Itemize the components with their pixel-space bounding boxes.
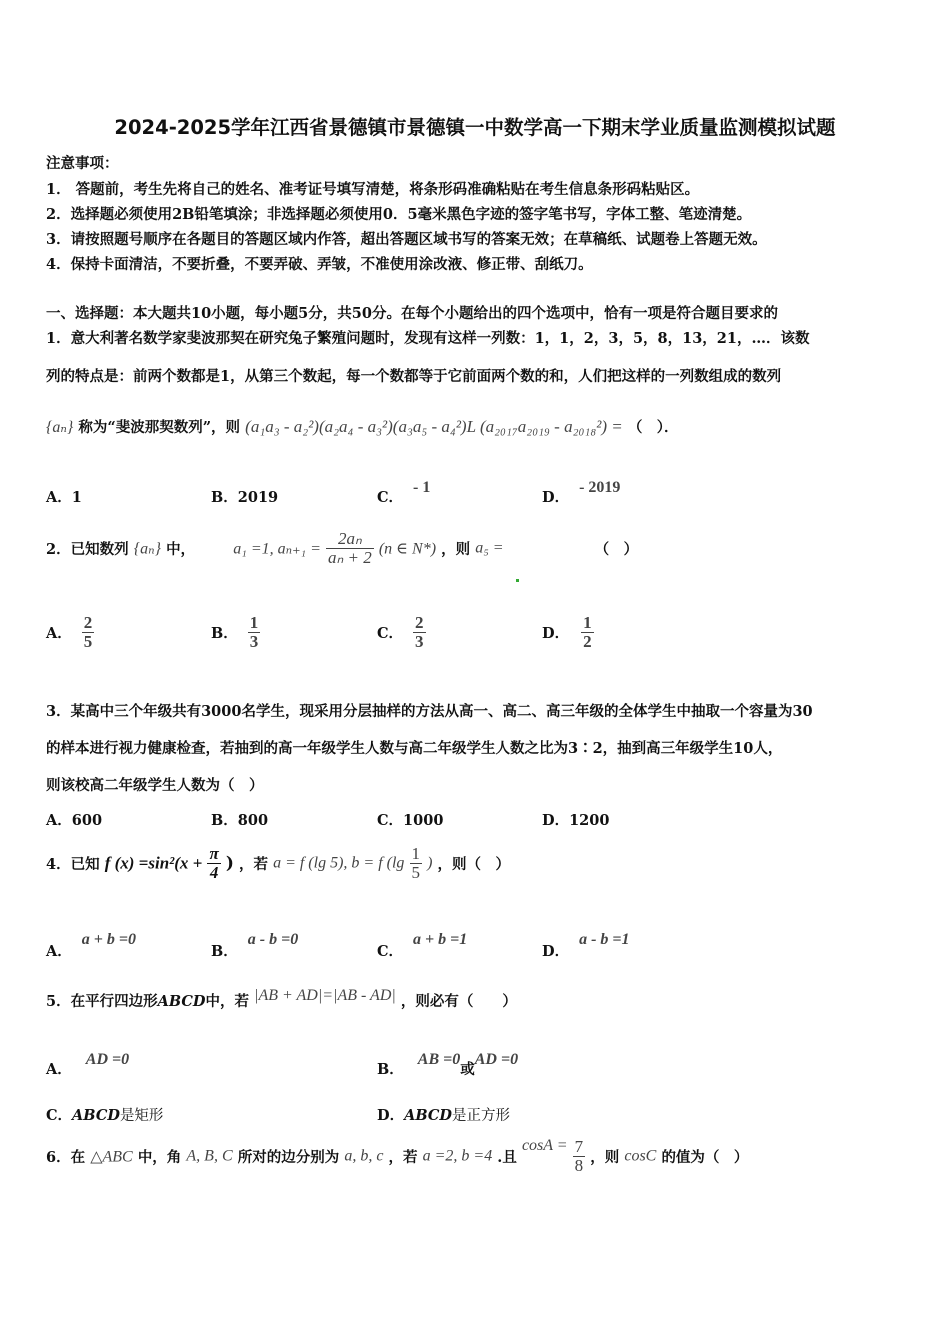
fibonacci-sequence: {aₙ} (46, 419, 74, 436)
q3-option-a[interactable]: A．600 (46, 812, 103, 829)
notice-item: 3．请按照题号顺序在各题目的答题区域内作答，超出答题区域书写的答案无效；在草稿纸、试题卷上答题无效。 (46, 231, 767, 248)
notice-heading: 注意事项： (46, 155, 119, 172)
q2-option-b[interactable]: B． $\frac{1}{3}$ (211, 613, 259, 651)
q3-option-b[interactable]: B．800 (211, 812, 269, 829)
question-2: 2．已知数列 {aₙ} 中， a₁ =1, aₙ₊₁ = $\frac{\text{2aₙ}}{\text{aₙ + 2}}$ (n ∈ N*) ，则 a₅ = （ ） (46, 529, 639, 567)
question-4: 4．已知 f (x) =sin²(x + $\frac{\pi}{4}$ ) ，若 a = f (lg 5), b = f (lg $\frac{1}{5}$ ) ，则（ ） (46, 844, 511, 882)
notice-item: 1． 答题前，考生先将自己的姓名、准考证号填写清楚，将条形码准确粘贴在考生信息条形码粘贴区。 (46, 181, 700, 198)
q4-option-d[interactable]: D．a - b =1 (542, 931, 630, 960)
q5-option-d[interactable]: D．ABCD是正方形 (377, 1107, 510, 1124)
q5-option-b[interactable]: B．AB =0或AD =0 (377, 1051, 519, 1078)
q4-option-c[interactable]: C．a + b =1 (377, 931, 468, 960)
question-1-line1: 1．意大利著名数学家斐波那契在研究兔子繁殖问题时，发现有这样一列数：1，1，2，3，5，8，13，21，…．该数 (46, 330, 810, 347)
triangle-abc: △ABC (90, 1148, 133, 1166)
recurrence-fraction: $\frac{\text{2aₙ}}{\text{aₙ + 2}}$ (328, 529, 372, 567)
question-3-line3: 则该校高二年级学生人数为（ ） (46, 777, 264, 794)
q1-option-c[interactable]: C．- 1 (377, 479, 431, 506)
q1-option-b[interactable]: B．2019 (211, 489, 279, 506)
question-6: 6．在 △ABC 中，角 A, B, C 所对的边分别为 a, b, c ，若 a =2, b =4 .且 cosA = $\frac{7}{8}$ ，则 cosC 的值为（ ） (46, 1137, 749, 1175)
sequence-an: {aₙ} (133, 540, 161, 558)
q2-option-a[interactable]: A． $\frac{2}{5}$ (46, 613, 93, 651)
vector-condition: |AB + AD|=|AB - AD| (254, 987, 396, 1004)
page-title: 2024-2025学年江西省景德镇市景德镇一中数学高一下期末学业质量监测模拟试题 (114, 116, 836, 139)
question-3-line2: 的样本进行视力健康检查，若抽到的高一年级学生人数与高二年级学生人数之比为3∶2，抽到高三年级学生10人， (46, 740, 783, 757)
q1-option-d[interactable]: D．- 2019 (542, 479, 621, 506)
section-heading: 一、选择题：本大题共10小题，每小题5分，共50分。在每个小题给出的四个选项中，恰有一项是符合题目要求的 (46, 305, 778, 322)
question-3-line1: 3．某高中三个年级共有3000名学生，现采用分层抽样的方法从高一、高二、高三年级的全体学生中抽取一个容量为30 (46, 703, 813, 720)
q5-option-c[interactable]: C．ABCD是矩形 (46, 1107, 164, 1124)
question-1-expression: (a₁a₃ - a₂²)(a₂a₄ - a₃²)(a₃a₅ - a₄²)L (a₂₀₁₇a₂₀₁₉ - a₂₀₁₈²) = (245, 417, 623, 436)
question-5: 5．在平行四边形ABCD中，若 |AB + AD|=|AB - AD| ，则必有（ ） (46, 987, 517, 1010)
question-1-line3 (46, 416, 679, 437)
q2-option-c[interactable]: C． $\frac{2}{3}$ (377, 613, 424, 651)
q3-option-c[interactable]: C．1000 (377, 812, 444, 829)
q3-option-d[interactable]: D．1200 (542, 812, 610, 829)
q4-option-b[interactable]: B．a - b =0 (211, 931, 299, 960)
function-f: f (x) =sin²(x + (104, 853, 203, 873)
q1-option-a[interactable]: A．1 (46, 489, 82, 506)
notice-item: 2．选择题必须使用2B铅笔填涂；非选择题必须使用0．5毫米黑色字迹的签字笔书写，字体工整、笔迹清楚。 (46, 206, 752, 223)
q4-option-a[interactable]: A．a + b =0 (46, 931, 136, 960)
q5-option-a[interactable]: A．AD =0 (46, 1051, 130, 1078)
question-1-line2: 列的特点是：前两个数都是1，从第三个数起，每一个数都等于它前面两个数的和，人们把这样的一列数组成的数列 (46, 368, 782, 385)
condition-ab: a = f (lg 5), b = f (lg (273, 854, 405, 872)
notice-item: 4．保持卡面清洁，不要折叠，不要弄破、弄皱，不准使用涂改液、修正带、刮纸刀。 (46, 256, 593, 273)
question-1-text: 称为“斐波那契数列”，则 (78, 419, 241, 436)
stray-mark (516, 579, 519, 582)
question-1-tail: （ ）． (627, 419, 679, 436)
q2-option-d[interactable]: D． $\frac{1}{2}$ (542, 613, 592, 651)
recurrence: a₁ =1, aₙ₊₁ = (233, 540, 321, 558)
